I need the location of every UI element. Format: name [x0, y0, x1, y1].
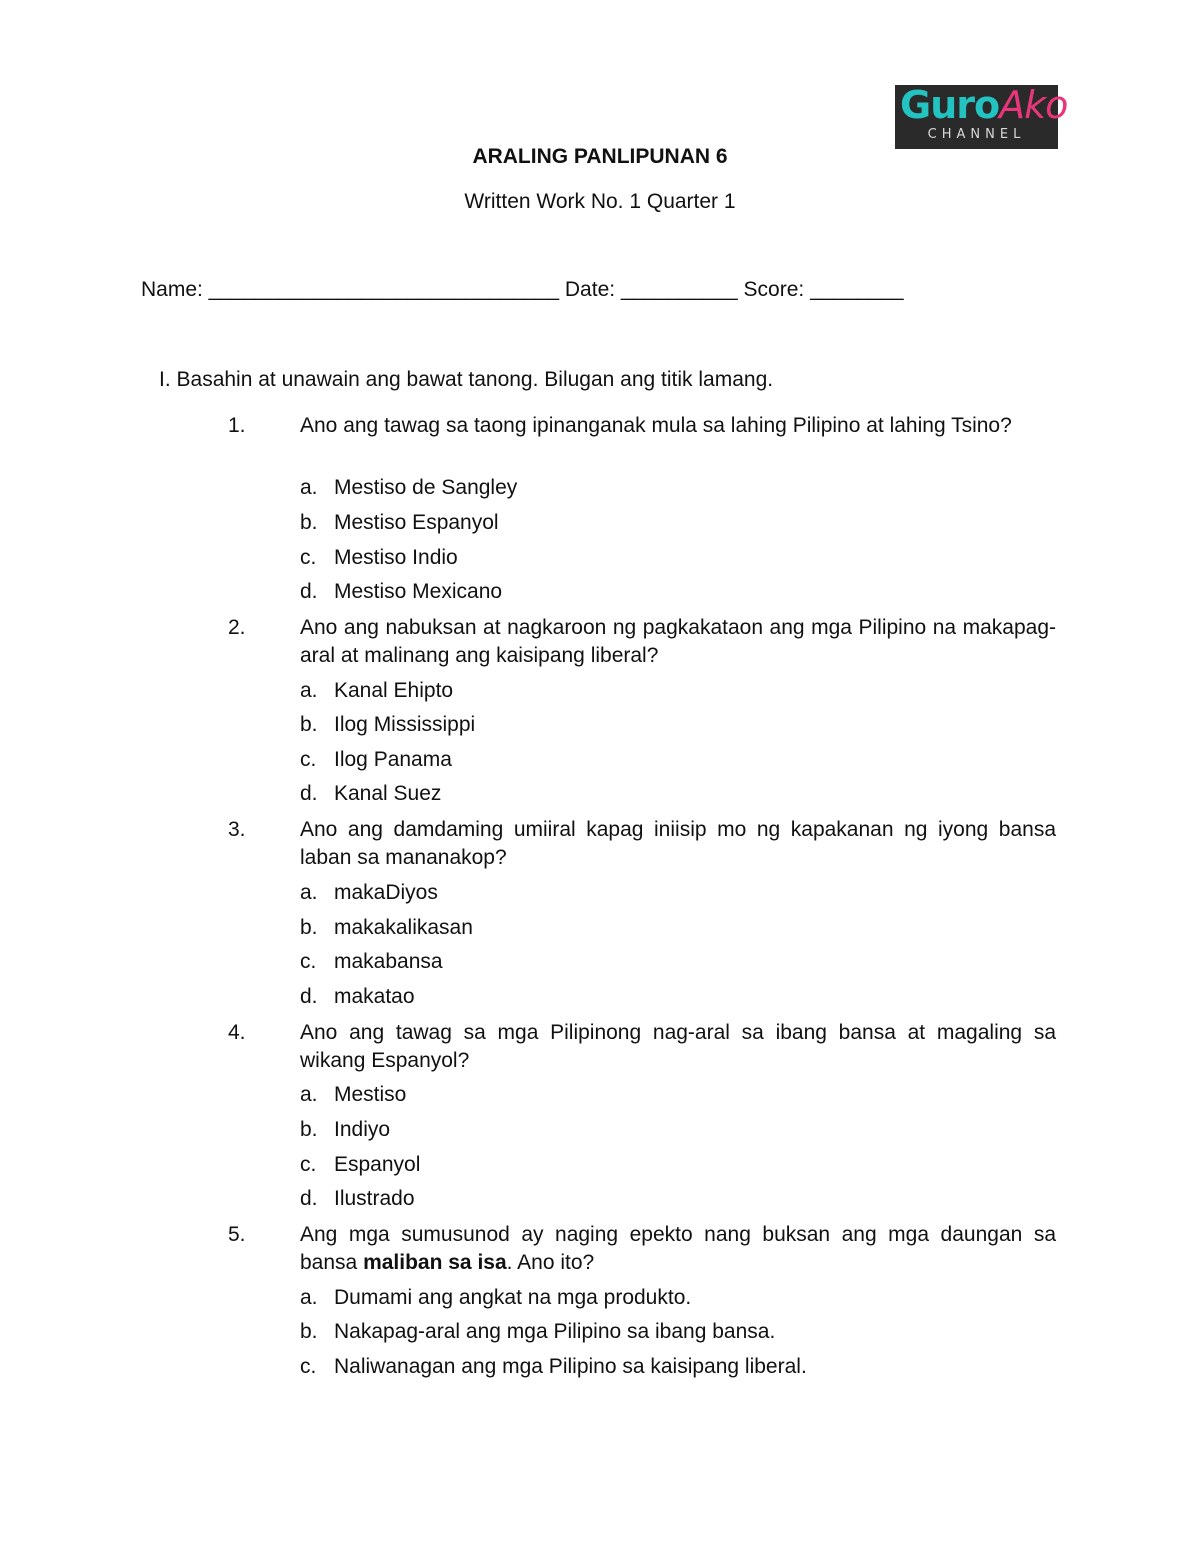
option-letter: b.	[300, 1320, 318, 1343]
question-1	[228, 412, 1056, 468]
option-letter: c.	[300, 1153, 317, 1176]
question-number: 2.	[228, 616, 246, 639]
option-letter: a.	[300, 1083, 318, 1106]
option-text: Kanal Ehipto	[334, 679, 454, 702]
option-text: Kanal Suez	[334, 782, 442, 805]
question-3	[228, 816, 1056, 872]
option-1c	[300, 544, 458, 572]
option-text: Naliwanagan ang mga Pilipino sa kaisipang liberal.	[334, 1355, 807, 1378]
question-text: Ano ang damdaming umiiral kapag iniisip mo ng kapakanan ng iyong bansa laban sa mananakop?	[300, 818, 1056, 869]
option-text: makatao	[334, 985, 415, 1008]
option-2d	[300, 780, 441, 808]
option-4c	[300, 1151, 420, 1179]
option-5c	[300, 1353, 807, 1381]
option-text: Ilog Panama	[334, 748, 452, 771]
question-text: Ano ang tawag sa mga Pilipinong nag-aral sa ibang bansa at magaling sa wikang Espanyol?	[300, 1021, 1056, 1072]
option-5a	[300, 1284, 691, 1312]
option-text: makaDiyos	[334, 881, 438, 904]
option-letter: d.	[300, 782, 318, 805]
question-number: 5.	[228, 1223, 246, 1246]
question-number: 3.	[228, 818, 246, 841]
logo-subtitle: CHANNEL	[927, 127, 1026, 142]
option-text: Mestiso	[334, 1083, 407, 1106]
option-letter: c.	[300, 950, 317, 973]
guroako-channel-logo	[895, 83, 1068, 149]
option-text: Ilustrado	[334, 1187, 415, 1210]
option-letter: b.	[300, 511, 318, 534]
option-text: Espanyol	[334, 1153, 421, 1176]
option-letter: a.	[300, 1286, 318, 1309]
option-text: Nakapag-aral ang mga Pilipino sa ibang bansa.	[334, 1320, 776, 1343]
option-2b	[300, 711, 475, 739]
question-text: Ano ang nabuksan at nagkaroon ng pagkakataon ang mga Pilipino na makapag-aral at malinang ang kaisipang liberal?	[300, 616, 1056, 667]
logo-word-ako: Ako	[999, 83, 1068, 127]
question-number: 1.	[228, 414, 246, 437]
question-2	[228, 614, 1056, 670]
option-letter: b.	[300, 713, 318, 736]
question-5	[228, 1221, 1056, 1277]
option-text: Indiyo	[334, 1118, 391, 1141]
option-text: Mestiso Mexicano	[334, 580, 503, 603]
document-title: ARALING PANLIPUNAN 6	[472, 145, 728, 168]
option-4a	[300, 1081, 406, 1109]
option-letter: d.	[300, 580, 318, 603]
option-text: Mestiso de Sangley	[334, 476, 518, 499]
option-text: makakalikasan	[334, 916, 473, 939]
option-3c	[300, 948, 443, 976]
question-emphasis: maliban sa isa	[363, 1251, 507, 1274]
option-4d	[300, 1185, 415, 1213]
option-letter: b.	[300, 1118, 318, 1141]
option-letter: c.	[300, 546, 317, 569]
option-text: Mestiso Indio	[334, 546, 458, 569]
option-text: makabansa	[334, 950, 443, 973]
option-2c	[300, 746, 452, 774]
option-4b	[300, 1116, 390, 1144]
option-1b	[300, 509, 499, 537]
option-text: Dumami ang angkat na mga produkto.	[334, 1286, 692, 1309]
question-text: Ano ang tawag sa taong ipinanganak mula sa lahing Pilipino at lahing Tsino?	[300, 414, 1012, 437]
option-text: Mestiso Espanyol	[334, 511, 499, 534]
option-3b	[300, 914, 473, 942]
question-text-part: Ang mga sumusunod ay naging epekto nang buksan ang mga daungan sa bansa	[300, 1223, 1056, 1274]
question-4	[228, 1019, 1056, 1075]
option-letter: d.	[300, 1187, 318, 1210]
question-text-part: . Ano ito?	[506, 1251, 595, 1274]
question-text	[300, 1221, 1056, 1277]
option-letter: a.	[300, 881, 318, 904]
option-letter: a.	[300, 476, 318, 499]
option-letter: b.	[300, 916, 318, 939]
option-letter: c.	[300, 1355, 317, 1378]
logo-word-guro: Guro	[900, 83, 1000, 127]
option-1d	[300, 578, 502, 606]
option-letter: c.	[300, 748, 317, 771]
option-text: Ilog Mississippi	[334, 713, 476, 736]
option-letter: a.	[300, 679, 318, 702]
option-3d	[300, 983, 415, 1011]
instructions: I. Basahin at unawain ang bawat tanong. Bilugan ang titik lamang.	[159, 368, 774, 391]
option-3a	[300, 879, 438, 907]
option-5b	[300, 1318, 775, 1346]
question-number: 4.	[228, 1021, 246, 1044]
logo-wordmark	[900, 83, 1067, 127]
option-letter: d.	[300, 985, 318, 1008]
option-1a	[300, 474, 517, 502]
option-2a	[300, 677, 453, 705]
student-info-line: Name: ______________________________ Date: __________ Score: ________	[141, 278, 904, 301]
document-subtitle: Written Work No. 1 Quarter 1	[464, 190, 736, 213]
